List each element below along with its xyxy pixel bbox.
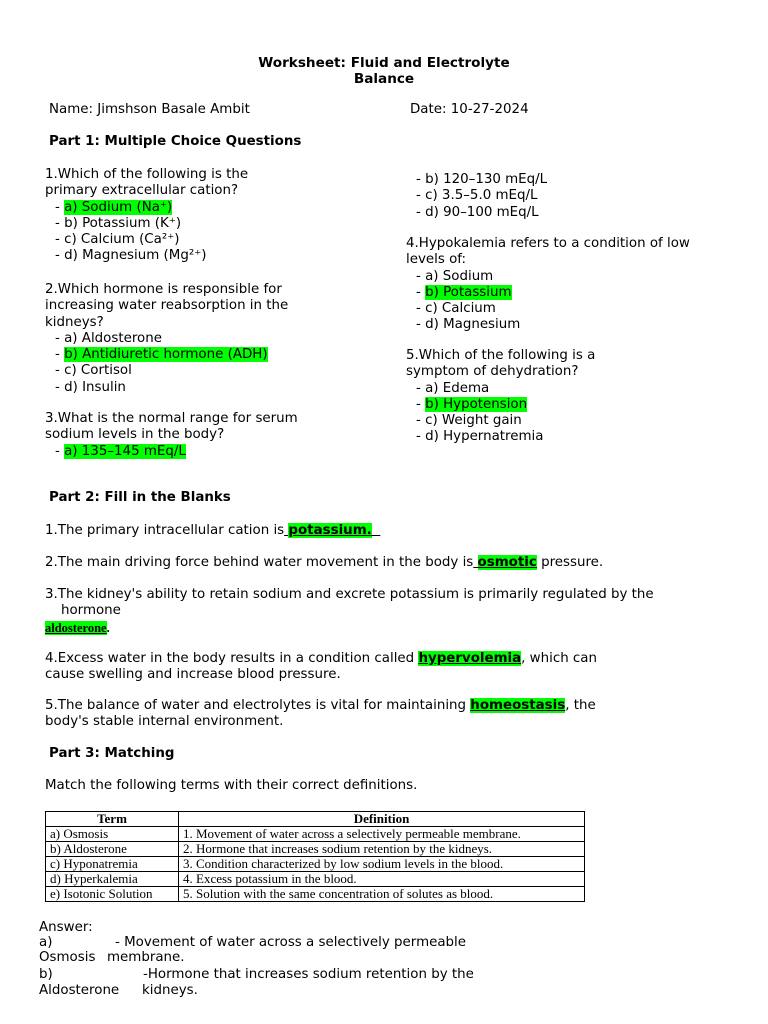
q1-option-b: - b) Potassium (K⁺) xyxy=(55,215,182,231)
q4-option-c: - c) Calcium xyxy=(416,301,496,317)
q5-option-c: - c) Weight gain xyxy=(416,413,522,429)
question-3: 3.What is the normal range for serum sodium levels in the body? - a) 135–145 mEq/L xyxy=(45,411,385,460)
q5-option-b: - b) Hypotension xyxy=(416,396,528,412)
q1-option-a: - a) Sodium (Na⁺) xyxy=(55,199,173,215)
table-row: d) Hyperkalemia 4. Excess potassium in the blood. xyxy=(46,872,585,887)
blank-sentence-1: 1.The primary intracellular cation is potassium. xyxy=(45,523,372,538)
matching-instruction: Match the following terms with their correct definitions. xyxy=(45,778,418,793)
part1-heading: Part 1: Multiple Choice Questions xyxy=(49,134,302,149)
q2-option-d: - d) Insulin xyxy=(55,379,126,395)
question-1: 1.Which of the following is the primary extracellular cation? - a) Sodium (Na⁺) - b) Potassium (K⁺) - c) Calcium (Ca²⁺) - d) Magnesium (Mg²⁺) xyxy=(45,167,375,265)
q4-option-a: - a) Sodium xyxy=(416,268,494,284)
q2-option-b: - b) Antidiuretic hormone (ADH) xyxy=(55,347,268,363)
definition-column-header: Definition xyxy=(179,812,585,827)
q4-option-b: - b) Potassium xyxy=(416,284,512,300)
student-name: Name: Jimshson Basale Ambit xyxy=(49,102,250,117)
worksheet-date: Date: 10-27-2024 xyxy=(410,102,529,117)
blank-sentence-3: 3.The kidney's ability to retain sodium and excrete potassium is primarily regulated by the hormone aldosterone. xyxy=(45,587,654,635)
matching-table xyxy=(45,811,585,902)
q5-option-a: - a) Edema xyxy=(416,380,490,396)
question-3-continued xyxy=(406,172,746,221)
q5-option-d: - d) Hypernatremia xyxy=(416,429,544,445)
q3-option-b: - b) 120–130 mEq/L xyxy=(416,172,548,187)
answer-label: Answer: xyxy=(39,920,93,935)
table-row: e) Isotonic Solution 5. Solution with the same concentration of solutes as blood. xyxy=(46,887,585,902)
question-2: 2.Which hormone is responsible for increasing water reabsorption in the kidneys? - a) Aldosterone - b) Antidiuretic hormone (ADH) - c) Cortisol - d) Insulin xyxy=(45,282,385,396)
table-row: c) Hyponatremia 3. Condition characterized by low sodium levels in the blood. xyxy=(46,857,585,872)
part2-heading: Part 2: Fill in the Blanks xyxy=(49,490,231,505)
worksheet-title: Worksheet: Fluid and Electrolyte Balance xyxy=(258,55,510,87)
table-row: b) Aldosterone 2. Hormone that increases sodium retention by the kidneys. xyxy=(46,842,585,857)
q4-option-d: - d) Magnesium xyxy=(416,317,521,333)
blank-sentence-2: 2.The main driving force behind water movement in the body is osmotic pressure. xyxy=(45,555,604,570)
question-5: 5.Which of the following is a symptom of dehydration? - a) Edema - b) Hypotension - c) Weight gain - d) Hypernatremia xyxy=(406,348,746,446)
blank-sentence-4: 4.Excess water in the body results in a condition called hypervolemia, which can cause swelling and increase blood pressure. xyxy=(45,651,597,683)
q1-option-d: - d) Magnesium (Mg²⁺) xyxy=(55,248,207,264)
q2-option-c: - c) Cortisol xyxy=(55,363,132,379)
blank-sentence-5: 5.The balance of water and electrolytes is vital for maintaining homeostasis, the body's stable internal environment. xyxy=(45,698,596,730)
q3-option-d: - d) 90–100 mEq/L xyxy=(416,204,539,220)
part3-heading: Part 3: Matching xyxy=(49,746,175,761)
q2-option-a: - a) Aldosterone xyxy=(55,330,162,346)
q3-option-c: - c) 3.5–5.0 mEq/L xyxy=(416,188,538,204)
table-row: a) Osmosis 1. Movement of water across a selectively permeable membrane. xyxy=(46,827,585,842)
q1-option-c: - c) Calcium (Ca²⁺) xyxy=(55,232,180,248)
q3-option-a: - a) 135–145 mEq/L xyxy=(55,443,186,459)
term-column-header: Term xyxy=(46,812,179,827)
question-4: 4.Hypokalemia refers to a condition of low levels of: - a) Sodium - b) Potassium - c) Calcium - d) Magnesium xyxy=(406,236,746,334)
